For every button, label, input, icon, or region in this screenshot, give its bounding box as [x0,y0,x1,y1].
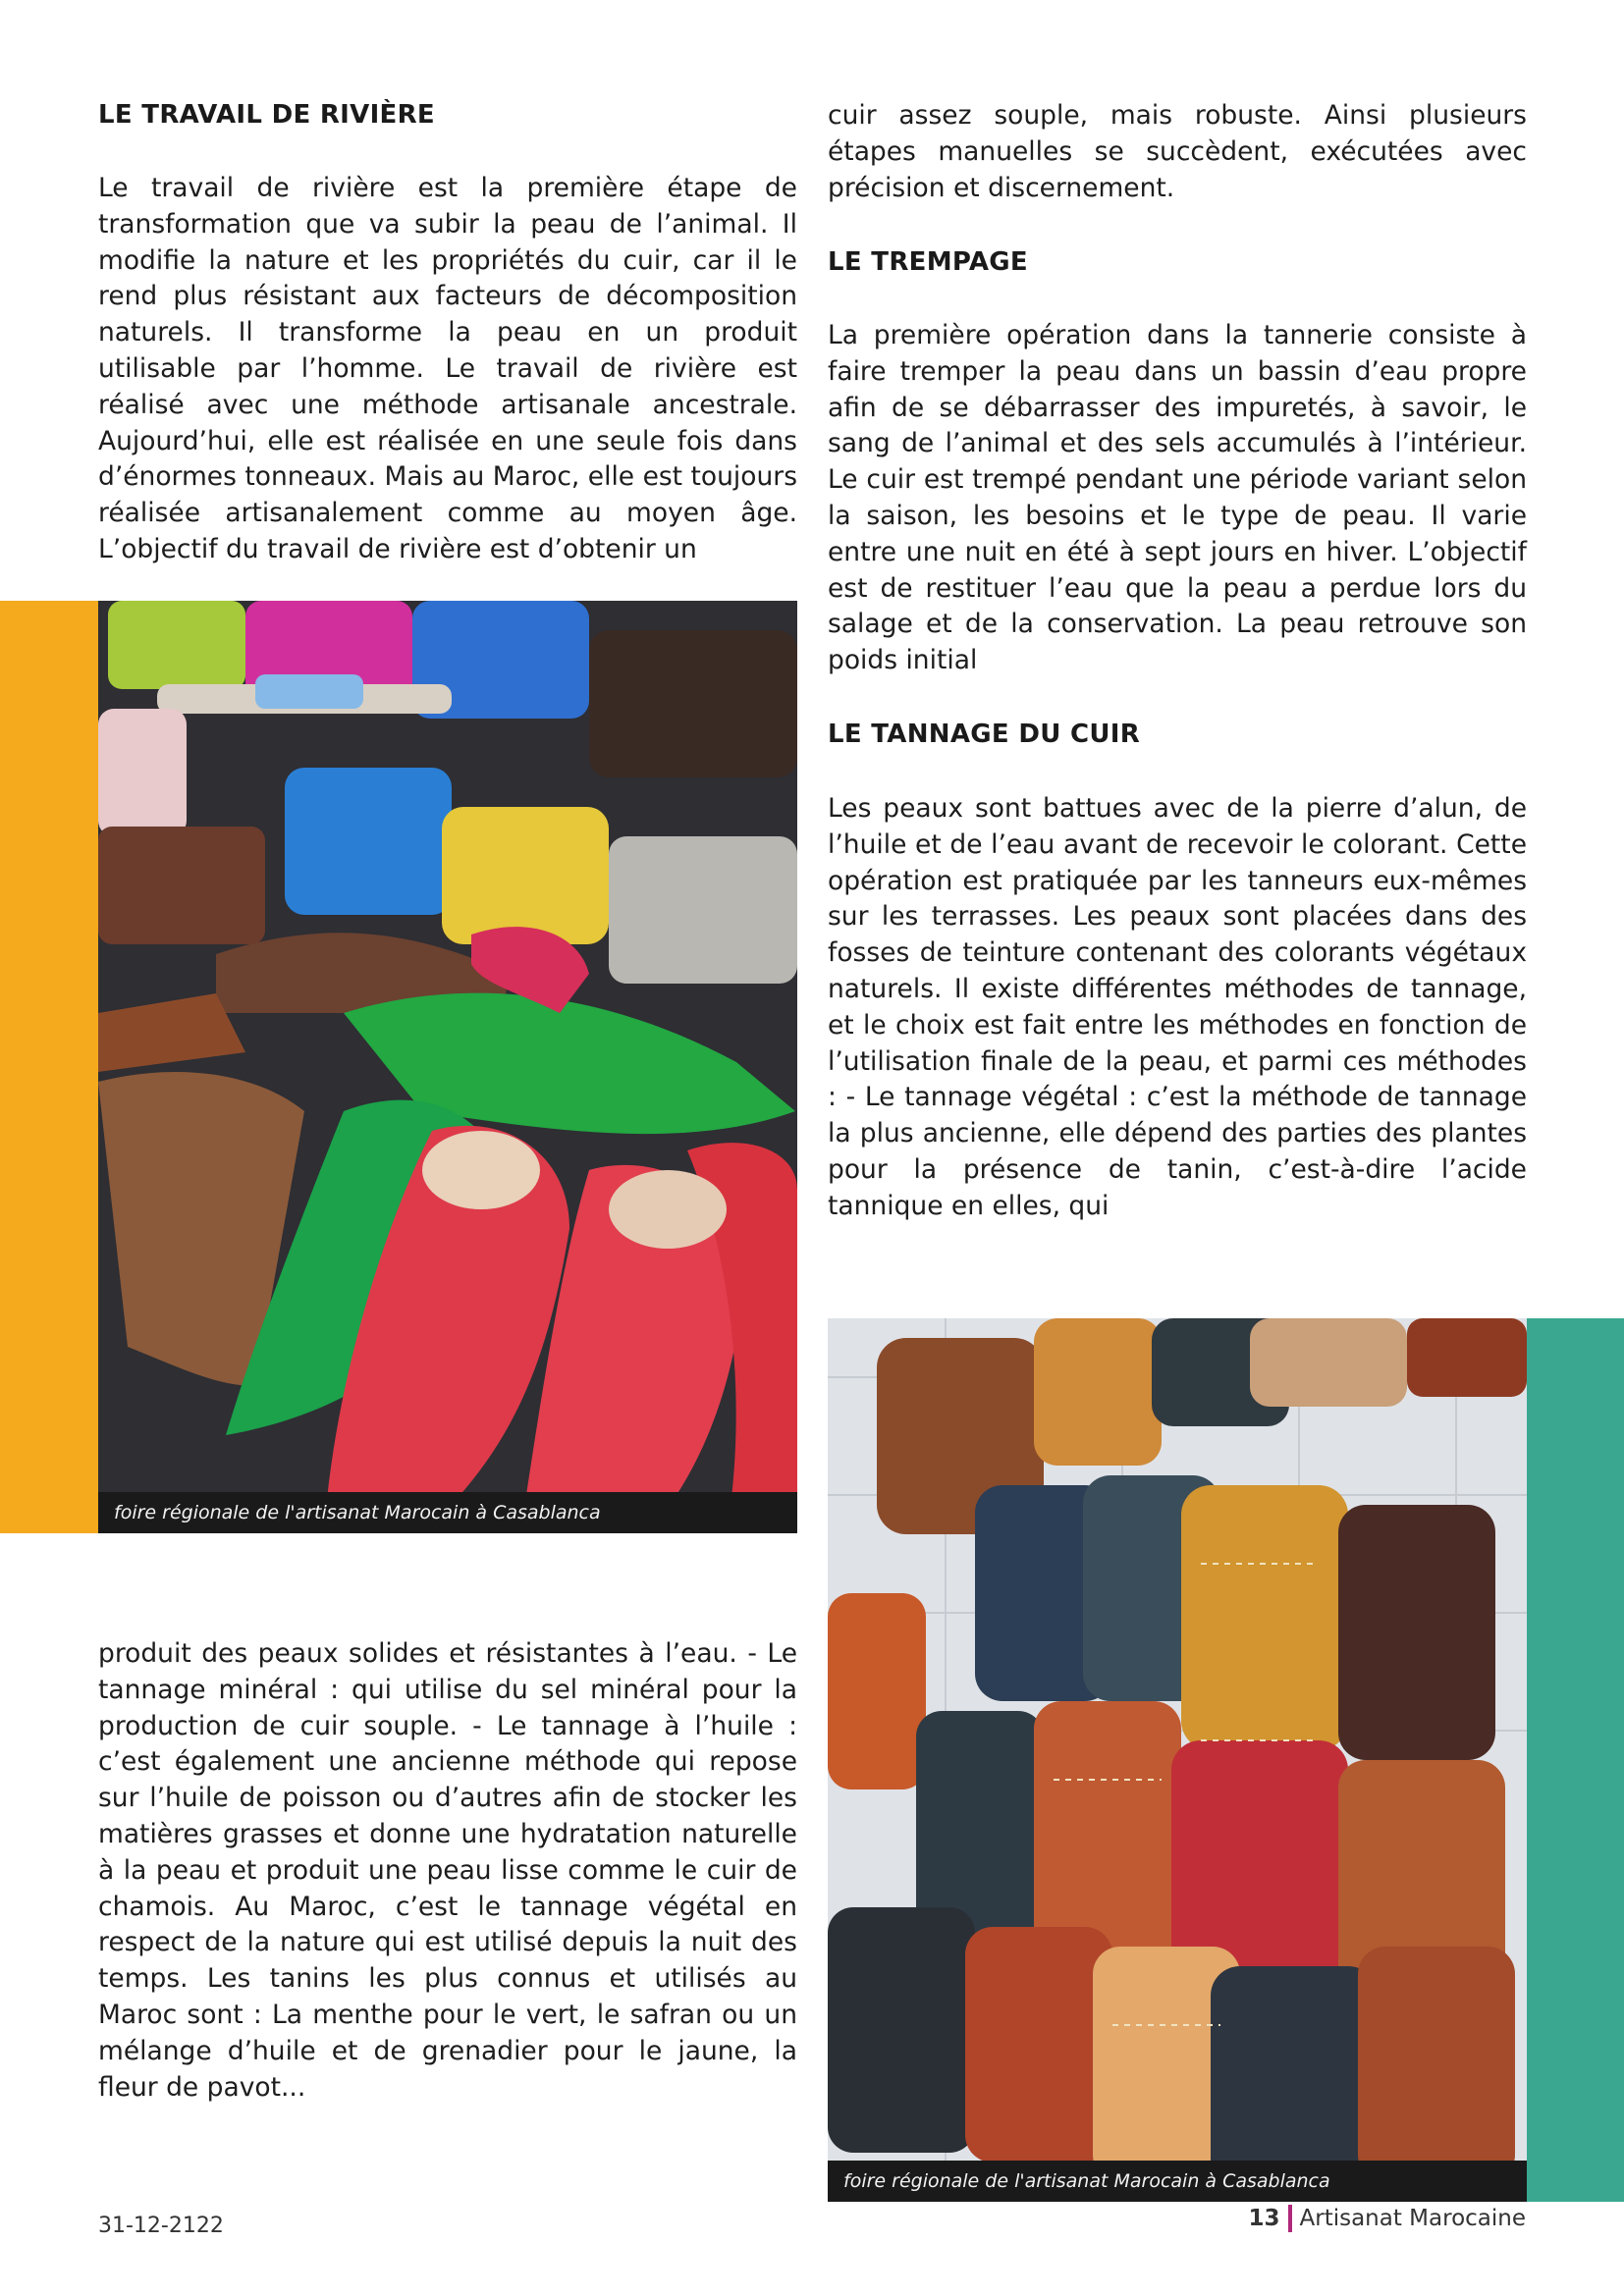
slippers-illustration [98,601,797,1533]
caption-backpacks: foire régionale de l'artisanat Marocain à Casablanca [828,2161,1527,2202]
backpacks-illustration [828,1318,1527,2202]
paragraph-trempage: La première opération dans la tannerie consiste à faire tremper la peau dans un bassin d’eau propre afin de se débarrasser des impuretés, à savoir, le sang de l’animal et des sels accumulés à l’intérieur. Le cuir est trempé pendant une période variant selon la saison, les besoins et le type de peau. Il varie entre une nuit en été à sept jours en hiver. L’objectif est de restituer l’eau que la peau a perdue lors du salage et de la conservation. La peau retrouve son poids initial [828,320,1527,676]
page-number: 13 [1248,2206,1280,2231]
heading-tannage-du-cuir: LE TANNAGE DU CUIR [828,720,1141,749]
footer-date: 31-12-2122 [98,2214,224,2238]
paragraph-tannage: Les peaux sont battues avec de la pierre d’alun, de l’huile et de l’eau avant de recevoir le colorant. Cette opération est pratiquée par les tanneurs eux-mêmes sur les terrasses. Les peaux sont placées dans des fosses de teinture contenant des colorants végétaux naturels. Il existe différentes méthodes de tannage, et le choix est fait entre les méthodes en fonction de l’utilisation finale de la peau, et parmi ces méthodes : - Le tannage végétal : c’est la méthode de tannage la plus ancienne, elle dépend des parties des plantes pour la présence de tanin, c’est-à-dire l’acide tannique en elles, qui [828,793,1527,1221]
paragraph-travail-continuation: cuir assez souple, mais robuste. Ainsi plusieurs étapes manuelles se succèdent, exécutées avec précision et discernement. [828,100,1527,203]
photo-leather-backpacks [828,1318,1527,2202]
publication-name: Artisanat Marocaine [1299,2206,1526,2231]
photo-leather-slippers [98,601,797,1533]
decorative-orange-band [0,601,98,1533]
caption-slippers: foire régionale de l'artisanat Marocain à Casablanca [98,1492,797,1533]
heading-travail-de-riviere: LE TRAVAIL DE RIVIÈRE [98,100,435,130]
decorative-teal-band [1527,1318,1624,2202]
footer-page-label [1248,2205,1526,2232]
heading-trempage: LE TREMPAGE [828,247,1028,277]
paragraph-travail-de-riviere: Le travail de rivière est la première étape de transformation que va subir la peau de l’animal. Il modifie la nature et les propriétés du cuir, car il le rend plus résistant aux facteurs de décomposition naturels. Il transforme la peau en un produit utilisable par l’homme. Le travail de rivière est réalisé avec une méthode artisanale ancestrale. Aujourd’hui, elle est réalisée en une seule fois dans d’énormes tonneaux. Mais au Maroc, elle est toujours réalisée artisanalement comme au moyen âge. L’objectif du travail de rivière est d’obtenir un [98,173,797,564]
paragraph-tannage-continuation: produit des peaux solides et résistantes à l’eau. - Le tannage minéral : qui utilise du sel minéral pour la production de cuir souple. - Le tannage à l’huile : c’est également une ancienne méthode qui repose sur l’huile de poisson ou d’autres afin de stocker les matières grasses et donne une hydratation naturelle à la peau et produit une peau lisse comme le cuir de chamois. Au Maroc, c’est le tannage végétal en respect de la nature qui est utilisé depuis la nuit des temps. Les tanins les plus connus et utilisés au Maroc sont : La menthe pour le vert, le safran ou un mélange d’huile et de grenadier pour le jaune, la fleur de pavot... [98,1638,797,2103]
footer-separator [1288,2205,1292,2232]
